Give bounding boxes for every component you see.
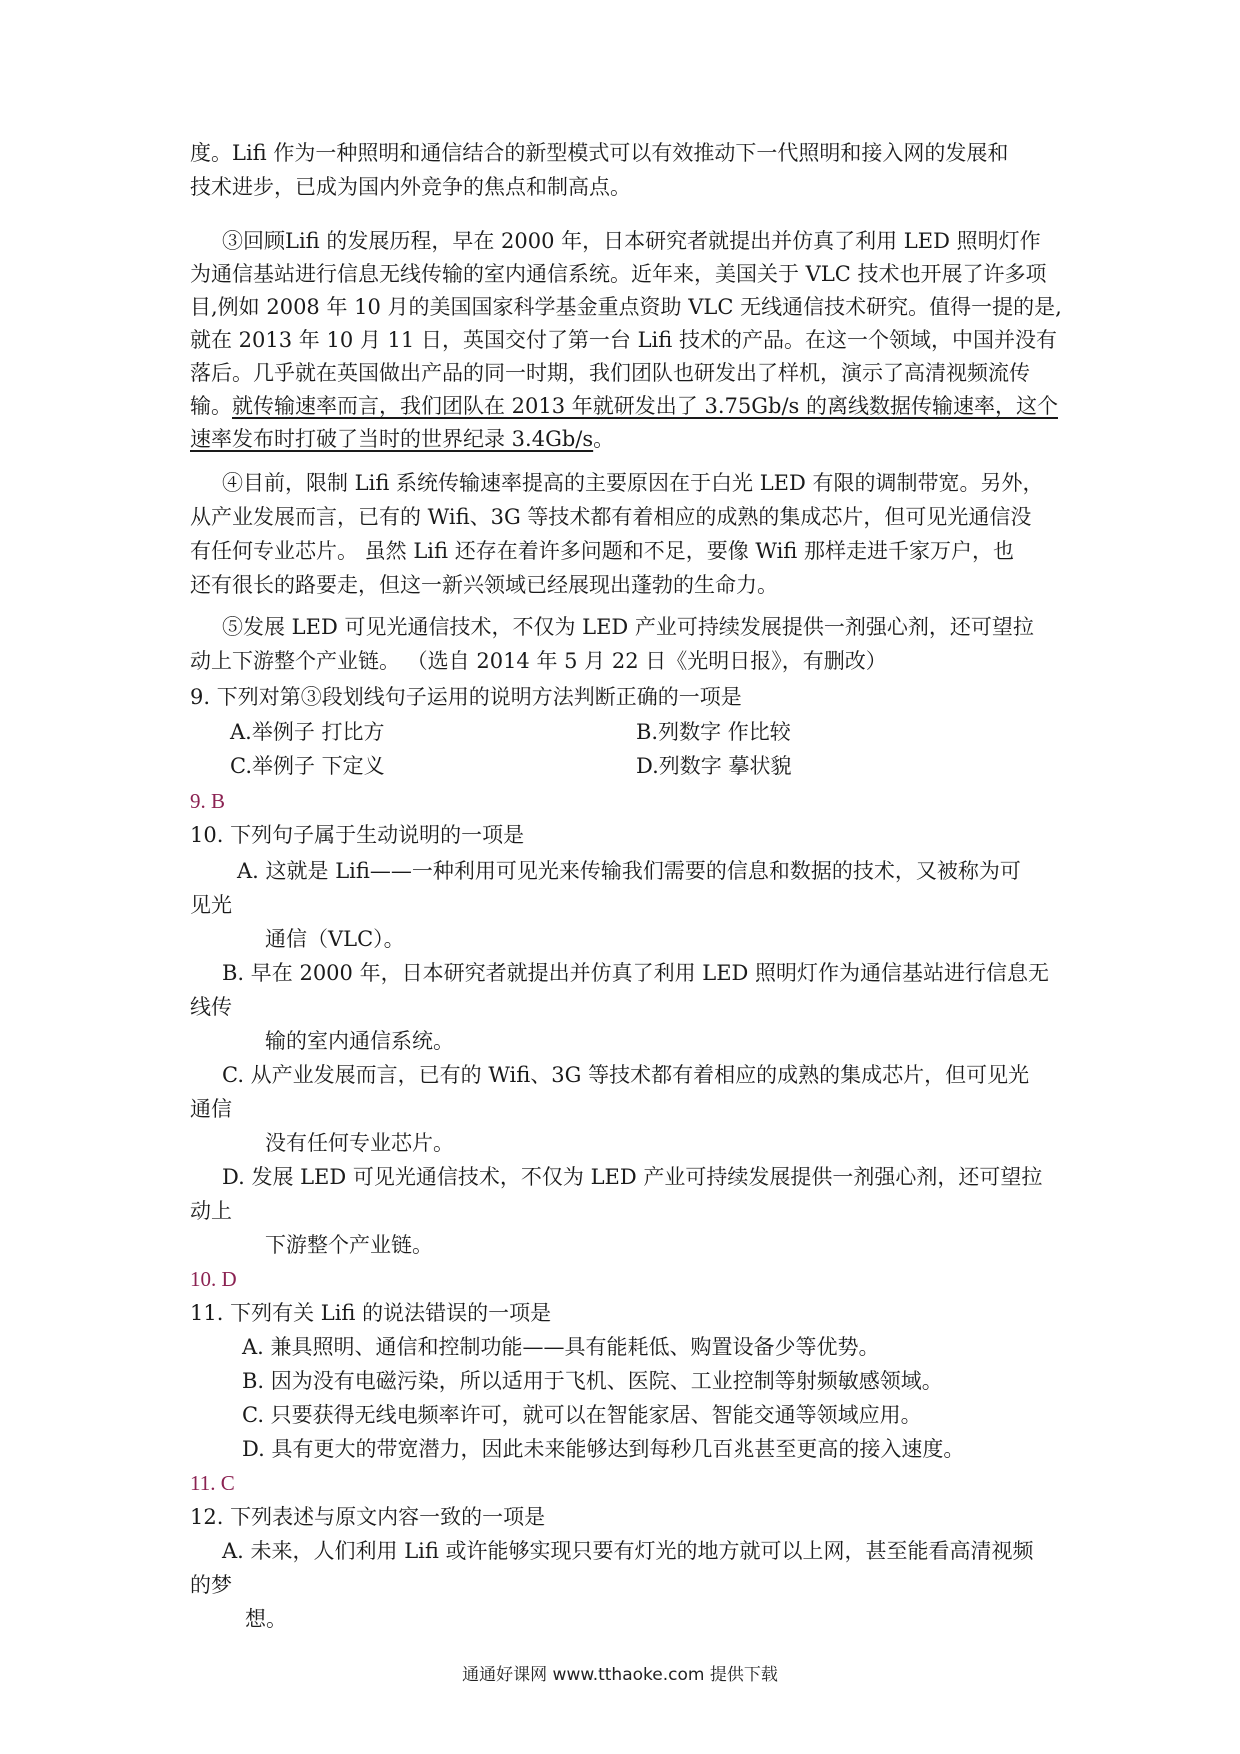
option-a: A. 这就是 Lifi——一种利用可见光来传输我们需要的信息和数据的技术，又被称为可 (237, 859, 1021, 883)
passage-line: 就在 2013 年 10 月 11 日，英国交付了第一台 Lifi 技术的产品。在这一个领域，中国并没有 (190, 328, 1057, 352)
answer-text: 10. D (190, 1267, 237, 1291)
passage-line: 度。Lifi 作为一种照明和通信结合的新型模式可以有效推动下一代照明和接入网的发展和 (190, 141, 1009, 165)
option-c-cont: 没有任何专业芯片。 (265, 1131, 454, 1155)
option-c: C.举例子 下定义 (230, 754, 385, 778)
option-b-wrap: 线传 (190, 995, 232, 1019)
page-footer: 通通好课网 www.tthaoke.com 提供下载 (462, 1665, 778, 1685)
option-a: A. 兼具照明、通信和控制功能——具有能耗低、购置设备少等优势。 (242, 1335, 880, 1359)
option-d-wrap: 动上 (190, 1199, 232, 1223)
option-a-wrap: 见光 (190, 893, 232, 917)
option-d: D. 发展 LED 可见光通信技术，不仅为 LED 产业可持续发展提供一剂强心剂，还可望拉 (222, 1165, 1043, 1189)
option-b-cont: 输的室内通信系统。 (265, 1029, 454, 1053)
option-b: B. 因为没有电磁污染，所以适用于飞机、医院、工业控制等射频敏感领域。 (242, 1369, 943, 1393)
option-c-wrap: 通信 (190, 1097, 232, 1121)
option-d-cont: 下游整个产业链。 (265, 1233, 433, 1257)
passage-line: 为通信基站进行信息无线传输的室内通信系统。近年来，美国关于 VLC 技术也开展了许多项 (190, 262, 1047, 286)
option-a-wrap: 的梦 (190, 1573, 232, 1597)
option-a-cont: 想。 (245, 1607, 287, 1631)
answer-text: 9. B (190, 789, 226, 813)
underlined-sentence: 就传输速率而言，我们团队在 2013 年就研发出了 3.75Gb/s 的离线数据传输速率，这个 (232, 394, 1058, 418)
passage-line: 技术进步，已成为国内外竞争的焦点和制高点。 (190, 175, 631, 199)
passage-line: 落后。几乎就在英国做出产品的同一时期，我们团队也研发出了样机，演示了高清视频流传 (190, 361, 1030, 385)
passage-line (190, 422, 1060, 456)
passage-line: ⑤发展 LED 可见光通信技术，不仅为 LED 产业可持续发展提供一剂强心剂，还可望拉 (222, 615, 1034, 639)
option-a: A.举例子 打比方 (230, 720, 385, 744)
option-c: C. 从产业发展而言，已有的 Wifi、3G 等技术都有着相应的成熟的集成芯片，但可见光 (222, 1063, 1030, 1087)
answer-text: 11. C (190, 1471, 235, 1495)
option-b: B.列数字 作比较 (636, 720, 791, 744)
passage-line: 还有很长的路要走，但这一新兴领域已经展现出蓬勃的生命力。 (190, 573, 778, 597)
underlined-sentence: 速率发布时打破了当时的世界纪录 3.4Gb/s (190, 427, 594, 451)
passage-line (190, 389, 1060, 423)
option-d: D.列数字 摹状貌 (636, 754, 792, 778)
question-stem: 12. 下列表述与原文内容一致的一项是 (190, 1505, 546, 1529)
option-a-cont: 通信（VLC）。 (265, 927, 405, 951)
passage-text: 。 (593, 427, 615, 451)
passage-line: 从产业发展而言，已有的 Wifi、3G 等技术都有着相应的成熟的集成芯片，但可见光通信没 (190, 505, 1032, 529)
option-d: D. 具有更大的带宽潜力，因此未来能够达到每秒几百兆甚至更高的接入速度。 (242, 1437, 965, 1461)
passage-line: 目,例如 2008 年 10 月的美国国家科学基金重点资助 VLC 无线通信技术研究。值得一提的是, (190, 295, 1062, 319)
passage-line: 动上下游整个产业链。 （选自 2014 年 5 月 22 日《光明日报》，有删改） (190, 649, 887, 673)
option-a: A. 未来，人们利用 Lifi 或许能够实现只要有灯光的地方就可以上网，甚至能看高清视频 (222, 1539, 1034, 1563)
question-stem: 11. 下列有关 Lifi 的说法错误的一项是 (190, 1301, 552, 1325)
option-b: B. 早在 2000 年，日本研究者就提出并仿真了利用 LED 照明灯作为通信基站进行信息无 (222, 961, 1050, 985)
passage-line: ④目前，限制 Lifi 系统传输速率提高的主要原因在于白光 LED 有限的调制带宽。另外， (222, 471, 1044, 495)
passage-text: 输。 (190, 394, 232, 418)
passage-line: ③回顾Lifi 的发展历程，早在 2000 年，日本研究者就提出并仿真了利用 LED 照明灯作 (222, 229, 1041, 253)
question-stem: 9. 下列对第③段划线句子运用的说明方法判断正确的一项是 (190, 685, 742, 709)
passage-line: 有任何专业芯片。 虽然 Lifi 还存在着许多问题和不足，要像 Wifi 那样走进千家万户，也 (190, 539, 1014, 563)
option-c: C. 只要获得无线电频率许可，就可以在智能家居、智能交通等领域应用。 (242, 1403, 922, 1427)
question-stem: 10. 下列句子属于生动说明的一项是 (190, 823, 525, 847)
